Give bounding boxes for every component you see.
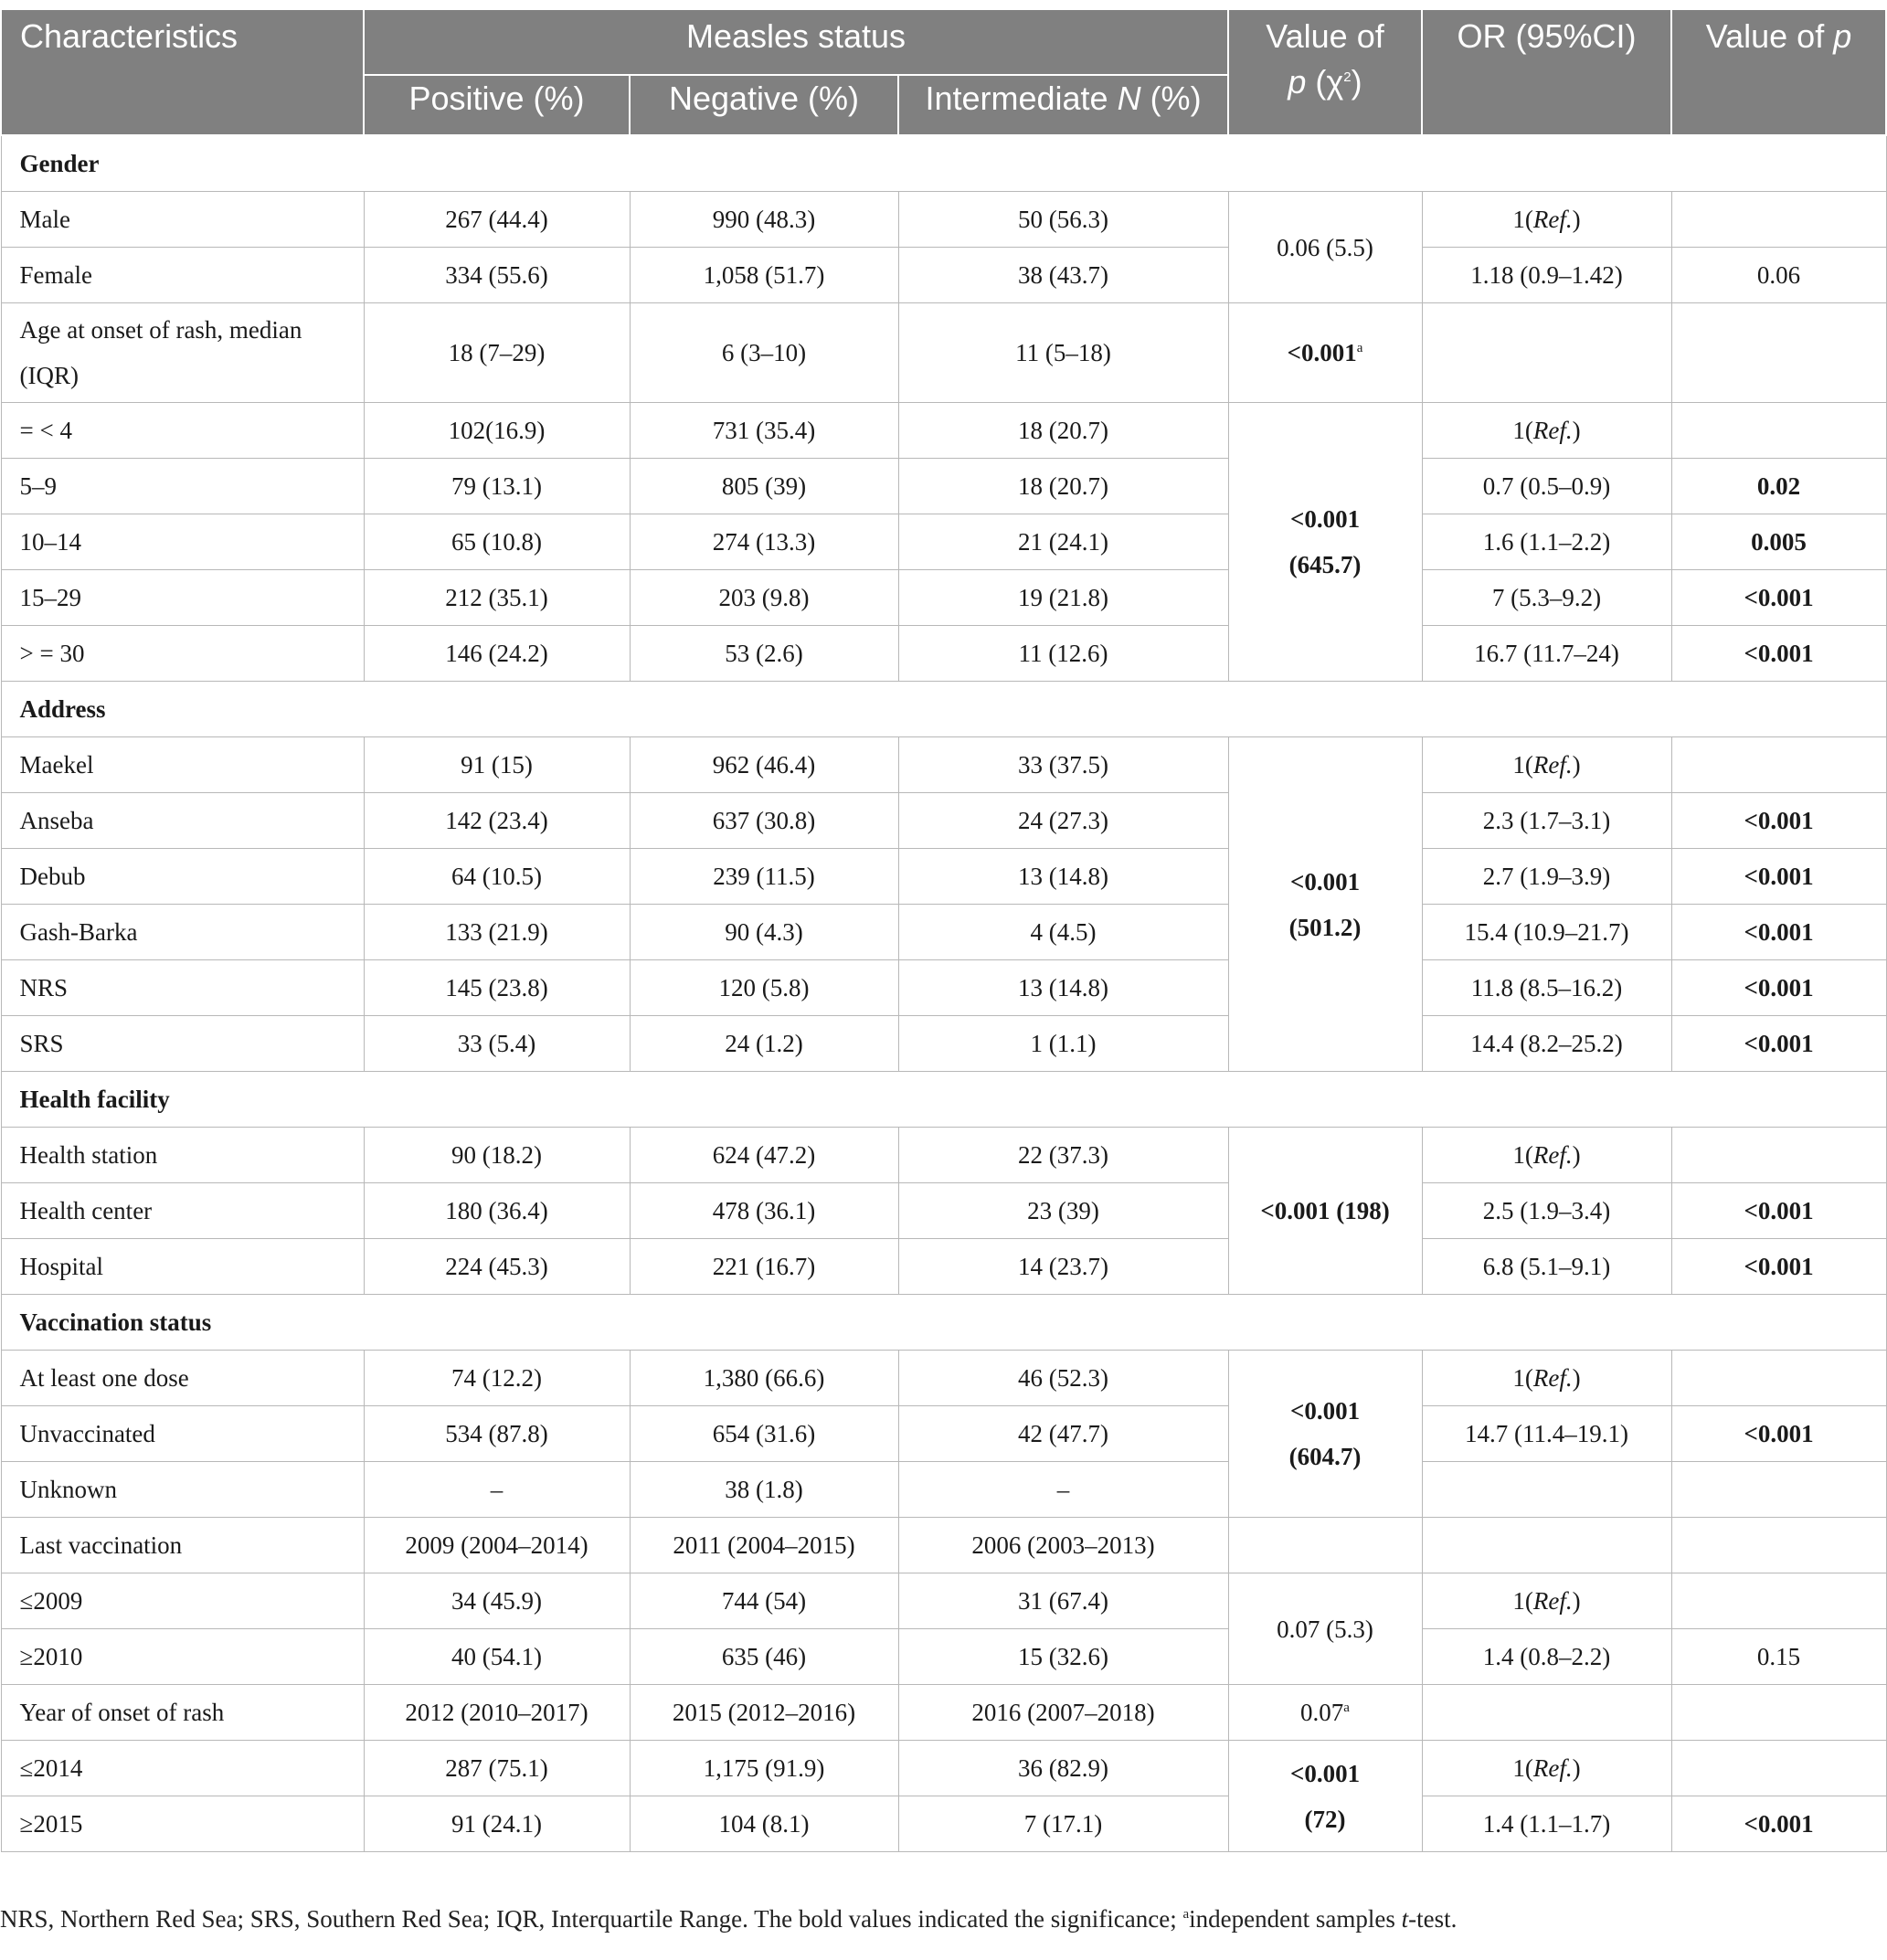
table-row: [1, 514, 1886, 570]
cell-intermediate: 46 (52.3): [898, 1351, 1228, 1406]
table-row: [1, 459, 1886, 514]
section-row: [1, 1295, 1886, 1351]
cell-positive: 287 (75.1): [364, 1741, 630, 1796]
cell-positive: 33 (5.4): [364, 1016, 630, 1072]
cell-p: <0.001: [1671, 570, 1886, 626]
cell-p: [1671, 1685, 1886, 1741]
cell-intermediate: 21 (24.1): [898, 514, 1228, 570]
row-label: Health station: [1, 1128, 364, 1183]
cell-positive: 91 (24.1): [364, 1796, 630, 1852]
cell-intermediate: 11 (12.6): [898, 626, 1228, 682]
cell-negative: 90 (4.3): [630, 905, 898, 960]
section-row: [1, 1072, 1886, 1128]
cell-p: [1671, 303, 1886, 403]
cell-negative: 654 (31.6): [630, 1406, 898, 1462]
table-row: [1, 1351, 1886, 1406]
cell-intermediate: 42 (47.7): [898, 1406, 1228, 1462]
header-value-p: Value of p: [1671, 9, 1886, 135]
cell-intermediate: 2016 (2007–2018): [898, 1685, 1228, 1741]
cell-chi: <0.001 (72): [1228, 1741, 1422, 1852]
cell-positive: 142 (23.4): [364, 793, 630, 849]
cell-p: [1671, 1518, 1886, 1573]
cell-intermediate: 11 (5–18): [898, 303, 1228, 403]
cell-or: 2.5 (1.9–3.4): [1422, 1183, 1671, 1239]
cell-intermediate: 2006 (2003–2013): [898, 1518, 1228, 1573]
cell-negative: 2011 (2004–2015): [630, 1518, 898, 1573]
cell-chi: 0.07$^a$: [1228, 1685, 1422, 1741]
cell-intermediate: 18 (20.7): [898, 459, 1228, 514]
cell-intermediate: 23 (39): [898, 1183, 1228, 1239]
row-label: Debub: [1, 849, 364, 905]
cell-positive: 334 (55.6): [364, 248, 630, 303]
cell-positive: 64 (10.5): [364, 849, 630, 905]
section-row: [1, 135, 1886, 192]
cell-or: 14.7 (11.4–19.1): [1422, 1406, 1671, 1462]
cell-positive: 133 (21.9): [364, 905, 630, 960]
cell-negative: 744 (54): [630, 1573, 898, 1629]
cell-chi: <0.001$^a$: [1228, 303, 1422, 403]
table-row: [1, 905, 1886, 960]
cell-or: 0.7 (0.5–0.9): [1422, 459, 1671, 514]
cell-positive: 102(16.9): [364, 403, 630, 459]
row-label: Year of onset of rash: [1, 1685, 364, 1741]
header-value-p-chi: Value of p $(\chi^2)$: [1228, 9, 1422, 135]
cell-p: <0.001: [1671, 905, 1886, 960]
cell-p: <0.001: [1671, 1016, 1886, 1072]
section-gender: Gender: [1, 135, 1886, 192]
cell-or: [1422, 303, 1671, 403]
cell-positive: 224 (45.3): [364, 1239, 630, 1295]
cell-negative: 1,175 (91.9): [630, 1741, 898, 1796]
row-label: Age at onset of rash, median (IQR): [1, 303, 364, 403]
row-label: SRS: [1, 1016, 364, 1072]
cell-p: [1671, 403, 1886, 459]
cell-or: 1(Ref.): [1422, 1128, 1671, 1183]
cell-or: [1422, 1685, 1671, 1741]
cell-positive: 79 (13.1): [364, 459, 630, 514]
cell-p: [1671, 1128, 1886, 1183]
table-row: [1, 626, 1886, 682]
cell-intermediate: 18 (20.7): [898, 403, 1228, 459]
cell-p: <0.001: [1671, 1239, 1886, 1295]
cell-p: <0.001: [1671, 849, 1886, 905]
cell-intermediate: 50 (56.3): [898, 192, 1228, 248]
cell-p: <0.001: [1671, 626, 1886, 682]
cell-intermediate: 24 (27.3): [898, 793, 1228, 849]
cell-p: <0.001: [1671, 960, 1886, 1016]
table-row: [1, 1573, 1886, 1629]
cell-or: [1422, 1462, 1671, 1518]
cell-positive: 90 (18.2): [364, 1128, 630, 1183]
cell-p: <0.001: [1671, 1406, 1886, 1462]
row-label: Hospital: [1, 1239, 364, 1295]
cell-negative: 962 (46.4): [630, 737, 898, 793]
row-label: Female: [1, 248, 364, 303]
row-label: Maekel: [1, 737, 364, 793]
cell-p: 0.02: [1671, 459, 1886, 514]
row-label: Unvaccinated: [1, 1406, 364, 1462]
header-intermediate: Intermediate N (%): [898, 75, 1228, 135]
table-row: [1, 1128, 1886, 1183]
cell-or: 6.8 (5.1–9.1): [1422, 1239, 1671, 1295]
cell-negative: 1,058 (51.7): [630, 248, 898, 303]
header-characteristics: Characteristics: [1, 9, 364, 135]
cell-positive: 34 (45.9): [364, 1573, 630, 1629]
cell-or: 1.18 (0.9–1.42): [1422, 248, 1671, 303]
cell-positive: 145 (23.8): [364, 960, 630, 1016]
cell-positive: 2009 (2004–2014): [364, 1518, 630, 1573]
cell-positive: 2012 (2010–2017): [364, 1685, 630, 1741]
row-label: Anseba: [1, 793, 364, 849]
table-row: [1, 1183, 1886, 1239]
table-row: [1, 1629, 1886, 1685]
cell-p: [1671, 1462, 1886, 1518]
cell-negative: 38 (1.8): [630, 1462, 898, 1518]
cell-or: 1.4 (0.8–2.2): [1422, 1629, 1671, 1685]
cell-negative: 221 (16.7): [630, 1239, 898, 1295]
cell-positive: 65 (10.8): [364, 514, 630, 570]
table-row: [1, 192, 1886, 248]
cell-p: [1671, 1573, 1886, 1629]
cell-negative: 239 (11.5): [630, 849, 898, 905]
cell-intermediate: 13 (14.8): [898, 960, 1228, 1016]
table-row: [1, 793, 1886, 849]
cell-negative: 624 (47.2): [630, 1128, 898, 1183]
cell-or: 2.3 (1.7–3.1): [1422, 793, 1671, 849]
cell-chi: 0.07 (5.3): [1228, 1573, 1422, 1685]
row-label: Health center: [1, 1183, 364, 1239]
cell-chi: <0.001 (198): [1228, 1128, 1422, 1295]
table-row: [1, 1796, 1886, 1852]
cell-intermediate: 14 (23.7): [898, 1239, 1228, 1295]
header-measles-status: Measles status: [364, 9, 1228, 75]
cell-p: [1671, 1741, 1886, 1796]
cell-positive: 534 (87.8): [364, 1406, 630, 1462]
section-health-facility: Health facility: [1, 1072, 1886, 1128]
cell-positive: 18 (7–29): [364, 303, 630, 403]
cell-or: 1(Ref.): [1422, 737, 1671, 793]
cell-or: 1.4 (1.1–1.7): [1422, 1796, 1671, 1852]
cell-negative: 53 (2.6): [630, 626, 898, 682]
cell-or: 15.4 (10.9–21.7): [1422, 905, 1671, 960]
cell-or: 1(Ref.): [1422, 1351, 1671, 1406]
cell-negative: 203 (9.8): [630, 570, 898, 626]
cell-negative: 104 (8.1): [630, 1796, 898, 1852]
cell-chi: <0.001 (501.2): [1228, 737, 1422, 1072]
cell-chi: 0.06 (5.5): [1228, 192, 1422, 303]
table-footnote: NRS, Northern Red Sea; SRS, Southern Red Sea; IQR, Interquartile Range. The bold values indicated the significance; $^a$independent samples t-test.: [0, 1905, 1458, 1933]
cell-p: 0.005: [1671, 514, 1886, 570]
measles-characteristics-table: [0, 8, 1887, 1852]
cell-or: 1.6 (1.1–2.2): [1422, 514, 1671, 570]
table-row: [1, 248, 1886, 303]
cell-negative: 24 (1.2): [630, 1016, 898, 1072]
cell-p: 0.06: [1671, 248, 1886, 303]
cell-or: 7 (5.3–9.2): [1422, 570, 1671, 626]
cell-intermediate: 22 (37.3): [898, 1128, 1228, 1183]
table-row: [1, 737, 1886, 793]
row-label: = < 4: [1, 403, 364, 459]
table-row: [1, 570, 1886, 626]
cell-or: 1(Ref.): [1422, 192, 1671, 248]
row-label: ≥2010: [1, 1629, 364, 1685]
cell-chi: <0.001 (645.7): [1228, 403, 1422, 682]
cell-or: 1(Ref.): [1422, 1741, 1671, 1796]
cell-p: [1671, 192, 1886, 248]
section-row: [1, 682, 1886, 737]
table-row: [1, 1685, 1886, 1741]
table-row: [1, 849, 1886, 905]
cell-or: 1(Ref.): [1422, 403, 1671, 459]
cell-chi: [1228, 1518, 1422, 1573]
cell-negative: 731 (35.4): [630, 403, 898, 459]
cell-positive: 267 (44.4): [364, 192, 630, 248]
row-label: > = 30: [1, 626, 364, 682]
cell-or: 2.7 (1.9–3.9): [1422, 849, 1671, 905]
cell-intermediate: 38 (43.7): [898, 248, 1228, 303]
cell-intermediate: –: [898, 1462, 1228, 1518]
row-label: Unknown: [1, 1462, 364, 1518]
cell-p: <0.001: [1671, 1183, 1886, 1239]
table-row: [1, 1462, 1886, 1518]
header-positive: Positive (%): [364, 75, 630, 135]
table-row: [1, 1239, 1886, 1295]
table-row: [1, 303, 1886, 403]
row-label: NRS: [1, 960, 364, 1016]
row-label: ≤2009: [1, 1573, 364, 1629]
row-label: ≥2015: [1, 1796, 364, 1852]
cell-positive: 146 (24.2): [364, 626, 630, 682]
cell-p: <0.001: [1671, 793, 1886, 849]
header-or-ci: OR (95%CI): [1422, 9, 1671, 135]
cell-p: 0.15: [1671, 1629, 1886, 1685]
cell-negative: 6 (3–10): [630, 303, 898, 403]
cell-intermediate: 7 (17.1): [898, 1796, 1228, 1852]
row-label: Last vaccination: [1, 1518, 364, 1573]
cell-intermediate: 1 (1.1): [898, 1016, 1228, 1072]
cell-negative: 120 (5.8): [630, 960, 898, 1016]
cell-or: 16.7 (11.7–24): [1422, 626, 1671, 682]
cell-p: <0.001: [1671, 1796, 1886, 1852]
table-row: [1, 1518, 1886, 1573]
cell-intermediate: 15 (32.6): [898, 1629, 1228, 1685]
section-address: Address: [1, 682, 1886, 737]
cell-intermediate: 33 (37.5): [898, 737, 1228, 793]
header-negative: Negative (%): [630, 75, 898, 135]
row-label: Gash-Barka: [1, 905, 364, 960]
row-label: At least one dose: [1, 1351, 364, 1406]
row-label: 5–9: [1, 459, 364, 514]
cell-negative: 637 (30.8): [630, 793, 898, 849]
cell-negative: 1,380 (66.6): [630, 1351, 898, 1406]
cell-intermediate: 31 (67.4): [898, 1573, 1228, 1629]
cell-negative: 805 (39): [630, 459, 898, 514]
cell-positive: 180 (36.4): [364, 1183, 630, 1239]
cell-negative: 2015 (2012–2016): [630, 1685, 898, 1741]
cell-intermediate: 4 (4.5): [898, 905, 1228, 960]
cell-positive: 91 (15): [364, 737, 630, 793]
row-label: 10–14: [1, 514, 364, 570]
cell-p: [1671, 737, 1886, 793]
cell-or: 1(Ref.): [1422, 1573, 1671, 1629]
cell-or: 14.4 (8.2–25.2): [1422, 1016, 1671, 1072]
cell-negative: 274 (13.3): [630, 514, 898, 570]
cell-intermediate: 19 (21.8): [898, 570, 1228, 626]
cell-chi: <0.001 (604.7): [1228, 1351, 1422, 1518]
table-row: [1, 960, 1886, 1016]
row-label: ≤2014: [1, 1741, 364, 1796]
cell-positive: –: [364, 1462, 630, 1518]
cell-intermediate: 36 (82.9): [898, 1741, 1228, 1796]
cell-or: [1422, 1518, 1671, 1573]
cell-negative: 635 (46): [630, 1629, 898, 1685]
cell-positive: 74 (12.2): [364, 1351, 630, 1406]
table-row: [1, 1741, 1886, 1796]
cell-positive: 212 (35.1): [364, 570, 630, 626]
cell-negative: 478 (36.1): [630, 1183, 898, 1239]
table-row: [1, 1016, 1886, 1072]
row-label: Male: [1, 192, 364, 248]
cell-negative: 990 (48.3): [630, 192, 898, 248]
cell-p: [1671, 1351, 1886, 1406]
cell-or: 11.8 (8.5–16.2): [1422, 960, 1671, 1016]
table-row: [1, 1406, 1886, 1462]
table-row: [1, 403, 1886, 459]
section-vaccination-status: Vaccination status: [1, 1295, 1886, 1351]
row-label: 15–29: [1, 570, 364, 626]
cell-intermediate: 13 (14.8): [898, 849, 1228, 905]
cell-positive: 40 (54.1): [364, 1629, 630, 1685]
